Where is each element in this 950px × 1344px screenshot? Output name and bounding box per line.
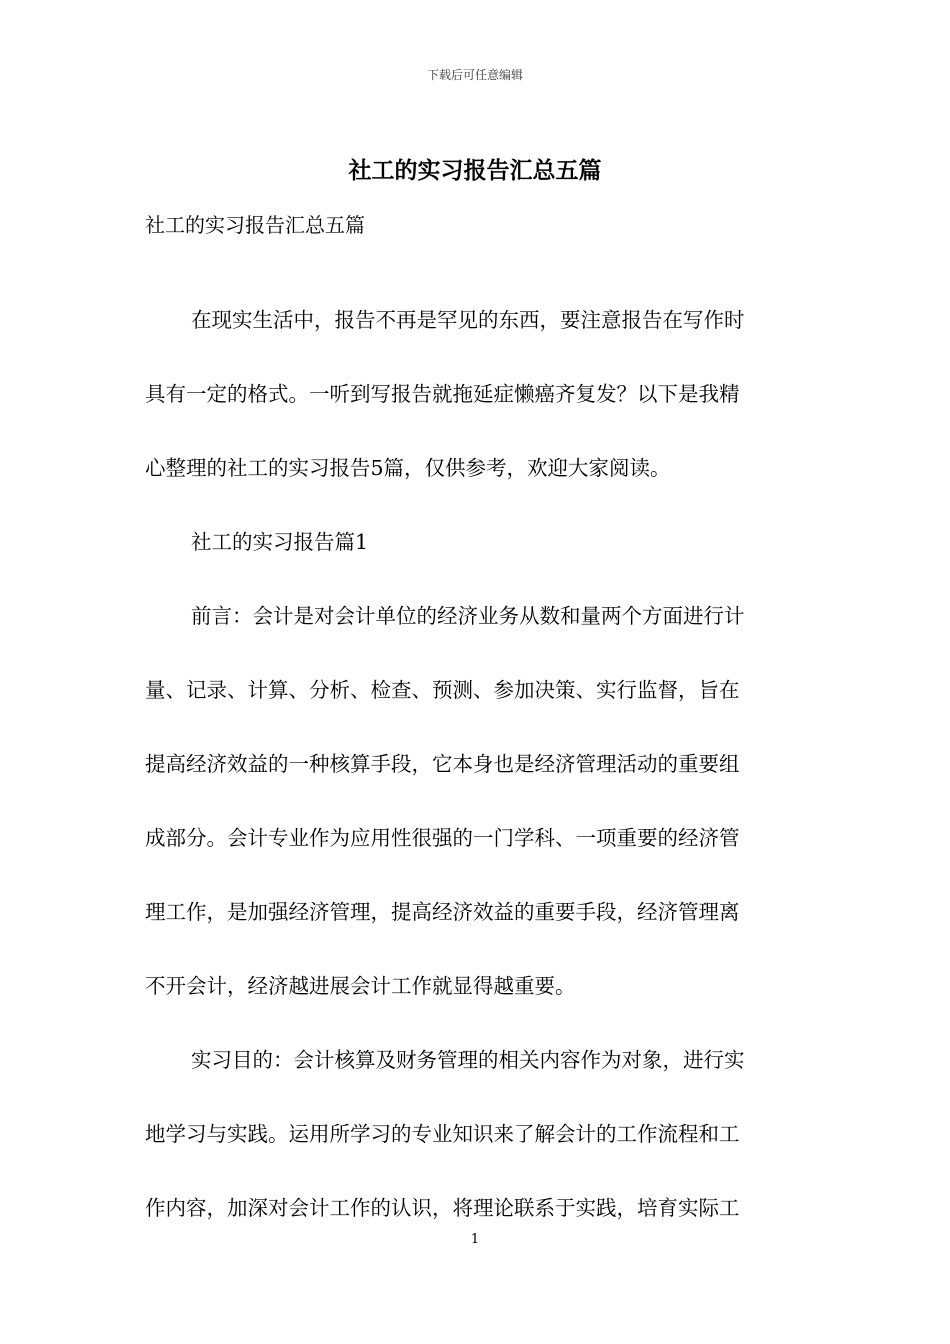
text-line: 量、记录、计算、分析、检查、预测、参加决策、实行监督，旨在 [145, 678, 740, 702]
paragraph-preface [145, 579, 805, 1023]
text-line: 提高经济效益的一种核算手段，它本身也是经济管理活动的重要组 [145, 752, 740, 776]
text-line: 心整理的社工的实习报告5篇，仅供参考，欢迎大家阅读。 [145, 456, 671, 480]
text-line: 实习目的：会计核算及财务管理的相关内容作为对象，进行实 [191, 1048, 745, 1072]
text-line: 在现实生活中，报告不再是罕见的东西，要注意报告在写作时 [191, 308, 745, 332]
section-heading [145, 505, 805, 579]
text-line: 理工作，是加强经济管理，提高经济效益的重要手段，经济管理离 [145, 900, 740, 924]
paragraph-intro [145, 283, 805, 505]
document-body [145, 283, 805, 1245]
header-note: 下载后可任意编辑 [426, 68, 523, 82]
text-line: 社工的实习报告篇1 [191, 530, 369, 554]
document-subtitle: 社工的实习报告汇总五篇 [145, 213, 365, 237]
paragraph-purpose [145, 1023, 805, 1245]
text-line: 前言：会计是对会计单位的经济业务从数和量两个方面进行计 [191, 604, 745, 628]
text-line: 地学习与实践。运用所学习的专业知识来了解会计的工作流程和工 [145, 1122, 740, 1146]
document-title: 社工的实习报告汇总五篇 [348, 157, 602, 184]
text-line: 具有一定的格式。一听到写报告就拖延症懒癌齐复发？以下是我精 [145, 382, 740, 406]
text-line: 作内容，加深对会计工作的认识，将理论联系于实践，培育实际工 [145, 1196, 740, 1220]
text-line: 不开会计，经济越进展会计工作就显得越重要。 [145, 974, 576, 998]
text-line: 成部分。会计专业作为应用性很强的一门学科、一项重要的经济管 [145, 826, 740, 850]
page-number: 1 [470, 1232, 480, 1247]
